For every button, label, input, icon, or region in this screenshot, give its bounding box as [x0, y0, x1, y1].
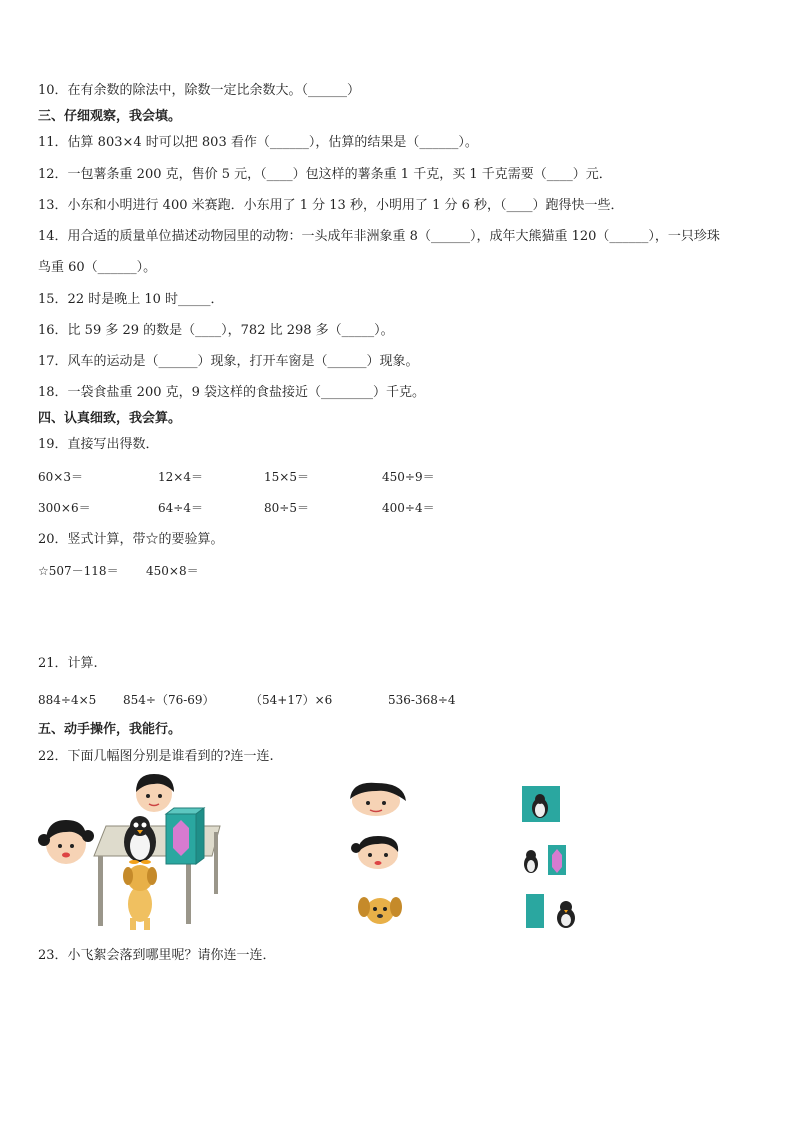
q21-item: 536-368÷4 — [388, 693, 456, 707]
question-16: 16．比 59 多 29 的数是（____），782 比 298 多（_____）。 — [38, 323, 394, 338]
girl-head-icon — [348, 832, 404, 872]
q21-item: 884÷4×5 — [38, 693, 97, 707]
question-18: 18．一袋食盐重 200 克，9 袋这样的食盐接近（________）千克。 — [38, 385, 426, 400]
boy-head-icon — [136, 774, 174, 812]
penguin-icon — [124, 816, 156, 864]
question-14-line2: 鸟重 60（______）。 — [38, 260, 157, 275]
question-11: 11．估算 803×4 时可以把 803 看作（______），估算的结果是（______）。 — [38, 135, 478, 150]
question-13: 13．小东和小明进行 400 米赛跑．小东用了 1 分 13 秒，小明用了 1 分 6 秒，（____）跑得快一些． — [38, 198, 624, 213]
q19-item: 60×3＝ — [38, 470, 83, 484]
section-5-heading: 五、动手操作，我能行。 — [38, 722, 182, 737]
q19-item: 80÷5＝ — [264, 501, 309, 515]
q19-item: 300×6＝ — [38, 501, 91, 515]
question-23: 23．小飞絮会落到哪里呢？请你连一连． — [38, 948, 276, 963]
q19-item: 12×4＝ — [158, 470, 203, 484]
section-4-heading: 四、认真细致，我会算。 — [38, 411, 182, 426]
question-12: 12．一包薯条重 200 克，售价 5 元，（____）包这样的薯条重 1 千克，买 1 千克需要（____）元． — [38, 167, 612, 182]
dog-head-icon — [356, 891, 404, 927]
boy-head-icon — [346, 781, 408, 817]
q19-item: 15×5＝ — [264, 470, 309, 484]
question-21: 21．计算. — [38, 656, 98, 671]
q21-item: 854÷（76-69） — [123, 693, 215, 707]
question-19: 19．直接写出得数． — [38, 437, 159, 452]
q19-item: 400÷4＝ — [382, 501, 435, 515]
dog-icon — [123, 865, 157, 930]
girl-head-icon — [38, 820, 94, 864]
question-17: 17．风车的运动是（______）现象，打开车窗是（______）现象。 — [38, 354, 419, 369]
teal-box-icon — [166, 808, 204, 864]
q20-item: ☆507－118＝ — [38, 564, 119, 578]
question-22: 22．下面几幅图分别是谁看到的?连一连. — [38, 749, 274, 764]
question-15: 15．22 时是晚上 10 时_____． — [38, 292, 224, 307]
view-penguin-and-box-icon — [520, 843, 568, 877]
scene-illustration — [36, 774, 226, 934]
section-3-heading: 三、仔细观察，我会填。 — [38, 109, 182, 124]
view-back-of-box-icon — [522, 786, 560, 822]
question-14-line1: 14．用合适的质量单位描述动物园里的动物：一头成年非洲象重 8（______），成年大熊猫重 120（______），一只珍珠 — [38, 229, 720, 244]
question-20: 20．竖式计算，带☆的要验算。 — [38, 532, 224, 547]
question-10: 10．在有余数的除法中，除数一定比余数大。（______） — [38, 83, 361, 98]
view-box-and-penguin-icon — [524, 894, 580, 930]
q19-item: 450÷9＝ — [382, 470, 435, 484]
q19-item: 64÷4＝ — [158, 501, 203, 515]
q20-item: 450×8＝ — [146, 564, 199, 578]
q21-item: （54+17）×6 — [250, 693, 333, 707]
